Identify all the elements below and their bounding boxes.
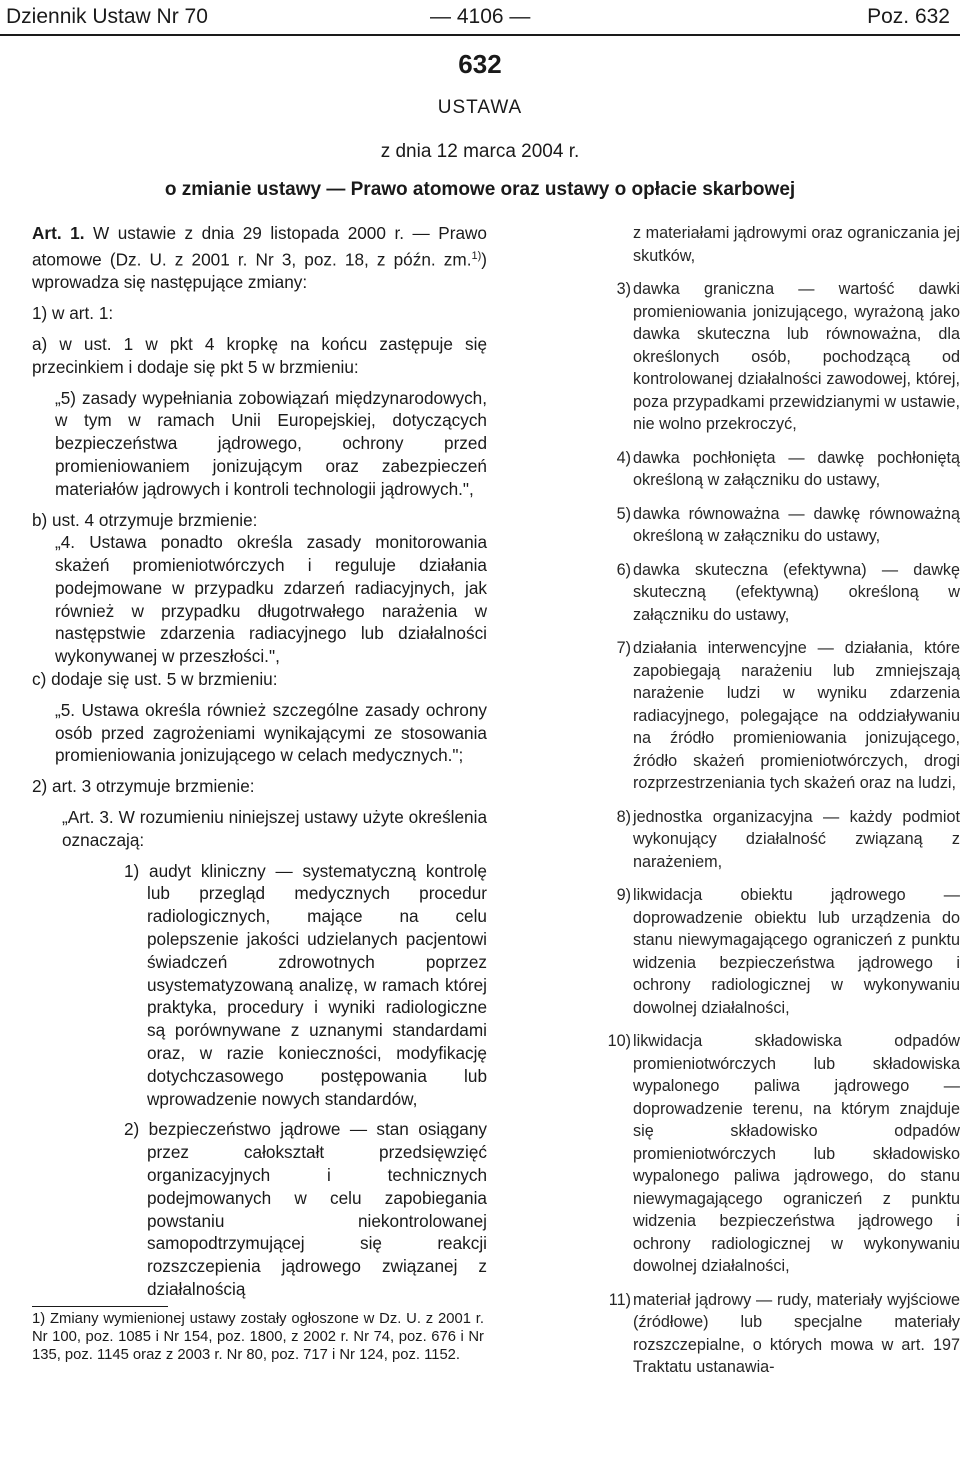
definition-continuation: z materiałami jądrowymi oraz ograniczania jej skutków,	[633, 224, 960, 265]
article-3-item-1: 1) audyt kliniczny — systematyczną kontrolę lub przegląd medycznych procedur radiologicznych, mające na celu polepszenie jakości udzielanych pacjentowi świadczeń zdrowotnych poprzez usystematyzowaną analizę, w ramach której praktyka, procedury i wyniki radiologiczne są porównywane z uznanymi standardami oraz, w razie konieczności, modyfikację dotychczasowego postępowania lub wprowadzenie nowych standardów,	[124, 860, 487, 1109]
point-2: 2) art. 3 otrzymuje brzmienie:	[32, 776, 255, 797]
point-1c: c) dodaje się ust. 5 w brzmieniu:	[32, 669, 278, 690]
definition-number: 8)	[616, 807, 631, 826]
point-1b: b) ust. 4 otrzymuje brzmienie:	[32, 509, 258, 530]
article-3-item-2: 2) bezpieczeństwo jądrowe — stan osiągany przez całokształt przedsięwzięć organizacyjnych i technicznych podejmowanych w celu zapobiegania powstaniu niekontrolowanej samopodtrzymującej się reakcji rozszczepienia jądrowego związanej z działalnością	[124, 1119, 487, 1299]
definition-text: działania interwencyjne — działania, które zapobiegają narażeniu lub zmniejszają narażenie ludzi w wyniku zdarzenia radiacyjnego, polegające na oddziaływaniu na źródło promieniowania jonizującego, źródło skażeń promieniotwórczych, drogi rozprzestrzeniania tych skażeń oraz na ludzi,	[633, 639, 960, 792]
point-1a-quote: „5) zasady wypełniania zobowiązań międzynarodowych, w tym w ramach Unii Europejskiej, dotyczących bezpieczeństwa jądrowego, ochrony przed promieniowaniem jonizującym oraz zabezpieczeń materiałów jądrowych i kontroli technologii jądrowych.",	[55, 387, 487, 499]
definition-text: dawka skuteczna (efektywna) — dawkę skuteczną (efektywną) określoną w załączniku do ustawy,	[633, 560, 960, 624]
point-1b-quote: „4. Ustawa ponadto określa zasady monitorowania skażeń promieniotwórczych i reguluje działania podejmowane w przypadku zdarzeń radiacyjnych, jak również w przypadku długotrwałego narażenia w następstwie zdarzenia radiacyjnego lub działalności wykonywanej w przeszłości.",	[55, 532, 487, 667]
definition-7	[598, 637, 960, 795]
definition-9	[598, 884, 960, 1019]
footnote: 1) Zmiany wymienionej ustawy zostały ogłoszone w Dz. U. z 2001 r. Nr 100, poz. 1085 i Nr 154, poz. 1800, z 2002 r. Nr 74, poz. 676 i Nr 135, poz. 1145 oraz z 2003 r. Nr 80, poz. 717 i Nr 124, poz. 1152.	[32, 1311, 484, 1363]
definition-text: likwidacja składowiska odpadów promieniotwórczych lub składowiska wypalonego paliwa jądrowego — doprowadzenie terenu, na którym znajduje się składowisko odpadów promieniotwórczych lub składowisko wypalonego paliwa jądrowego, do stanu niewymagającego ograniczeń z punktu widzenia bezpieczeństwa jądrowego i ochrony radiologicznej w wykonywaniu dowolnej działalności,	[633, 1032, 960, 1275]
definition-6	[598, 559, 960, 627]
definition-text: dawka równoważna — dawkę równoważną określoną w załączniku do ustawy,	[633, 504, 960, 545]
definition-number: 6)	[616, 560, 631, 579]
article-3-intro: „Art. 3. W rozumieniu niniejszej ustawy użyte określenia oznaczają:	[62, 807, 487, 850]
left-column	[32, 222, 487, 1301]
point-1c-quote: „5. Ustawa określa również szczególne zasady ochrony osób przed zagrożeniami wynikającymi ze stosowania promieniowania jonizującego w celach medycznych.";	[55, 699, 487, 766]
act-date: z dnia 12 marca 2004 r.	[380, 141, 580, 162]
definition-text: likwidacja obiektu jądrowego — doprowadzenie obiektu lub urządzenia do stanu niewymagającego ograniczeń z punktu widzenia bezpieczeństwa jądrowego i ochrony radiologicznej w wykonywaniu dowolnej działalności,	[633, 886, 960, 1017]
article-1-label: Art. 1.	[32, 223, 85, 243]
article-1-text: W ustawie z dnia 29 listopada 2000 r. — Prawo atomowe (Dz. U. z 2001 r. Nr 3, poz. 18, z późn. zm.	[32, 223, 487, 270]
header-rule	[0, 34, 960, 36]
position-number: Poz. 632	[867, 5, 950, 28]
act-number: 632	[458, 49, 502, 79]
definition-4	[598, 447, 960, 492]
footnote-rule	[32, 1306, 168, 1307]
point-1a: a) w ust. 1 w pkt 4 kropkę na końcu zastępuje się przecinkiem i dodaje się pkt 5 w brzmieniu:	[32, 333, 487, 377]
footnote-ref: 1)	[471, 249, 482, 262]
definition-text: materiał jądrowy — rudy, materiały wyjściowe (źródłowe) lub specjalne materiały rozszczepialne, o których mowa w art. 197 Traktatu ustanawia-	[633, 1290, 960, 1376]
definition-3	[598, 278, 960, 436]
definition-number: 5)	[616, 504, 631, 523]
definition-11	[598, 1289, 960, 1379]
act-title: o zmianie ustawy — Prawo atomowe oraz ustawy o opłacie skarbowej	[164, 179, 796, 200]
page-number: — 4106 —	[430, 5, 531, 28]
definition-number: 9)	[616, 886, 631, 904]
point-1: 1) w art. 1:	[32, 303, 114, 324]
definition-number: 11)	[608, 1290, 631, 1309]
definition-8	[598, 806, 960, 874]
definition-5	[598, 503, 960, 548]
definition-number: 10)	[607, 1032, 631, 1050]
journal-name: Dziennik Ustaw Nr 70	[6, 5, 208, 28]
article-1-tail: ) wprowadza się następujące zmiany:	[32, 249, 487, 293]
article-1	[32, 222, 487, 294]
definition-text: dawka pochłonięta — dawkę pochłoniętą określoną w załączniku do ustawy,	[633, 448, 960, 489]
definition-10	[598, 1030, 960, 1278]
act-type: USTAWA	[437, 97, 523, 118]
definition-number: 4)	[616, 448, 631, 467]
definition-number: 7)	[616, 639, 631, 657]
definition-text: dawka graniczna — wartość dawki promieniowania jonizującego, wyrażoną jako dawka skuteczna lub równoważna, dla określonych osób, pochodzącą od kontrolowanej działalności zawodowej, której, poza przypadkami przewidzianymi w ustawie, nie wolno przekroczyć,	[633, 280, 960, 433]
definition-text: jednostka organizacyjna — każdy podmiot wykonujący działalność związaną z narażeniem,	[633, 807, 960, 871]
right-column	[598, 222, 960, 1379]
definition-number: 3)	[616, 280, 631, 298]
